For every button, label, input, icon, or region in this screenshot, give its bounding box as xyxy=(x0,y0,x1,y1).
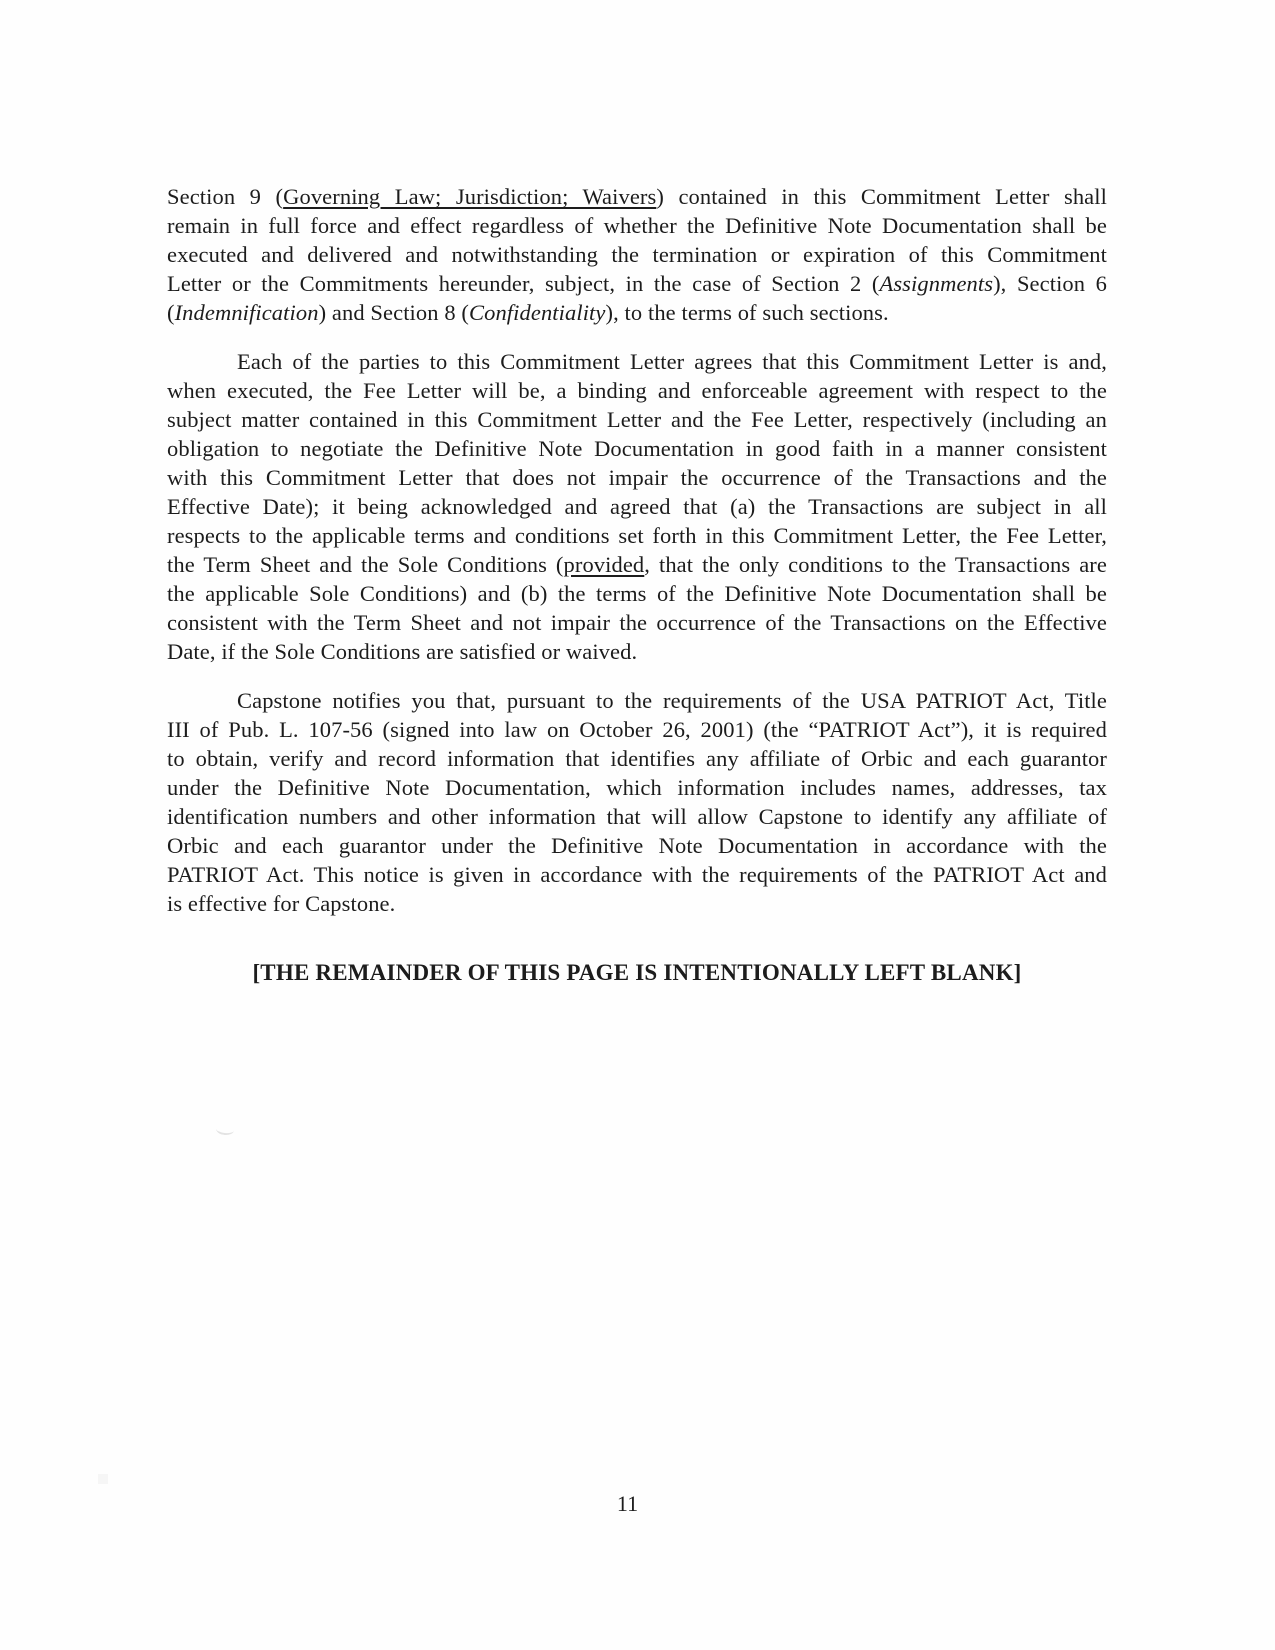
text-line xyxy=(167,579,1107,608)
text-line xyxy=(167,889,1107,918)
text-line xyxy=(167,347,1107,376)
text-line xyxy=(167,802,1107,831)
text-line xyxy=(167,831,1107,860)
text-run: under the Definitive Note Documentation, which information includes names, addresses, tax xyxy=(167,775,1107,800)
paragraph xyxy=(167,182,1107,327)
text-run: the Term Sheet and the Sole Conditions ( xyxy=(167,552,564,577)
paragraph xyxy=(167,347,1107,666)
paragraph xyxy=(167,686,1107,918)
text-run: Date, if the Sole Conditions are satisfied or waived. xyxy=(167,639,638,664)
italic-text: Indemnification xyxy=(174,300,319,325)
text-run: PATRIOT Act. This notice is given in accordance with the requirements of the PATRIOT Act and xyxy=(167,862,1107,887)
text-line xyxy=(167,405,1107,434)
text-line xyxy=(167,521,1107,550)
text-line xyxy=(167,240,1107,269)
text-run: executed and delivered and notwithstanding the termination or expiration of this Commitment xyxy=(167,242,1107,267)
text-run: ), to the terms of such sections. xyxy=(605,300,889,325)
text-run: Effective Date); it being acknowledged and agreed that (a) the Transactions are subject in all xyxy=(167,494,1107,519)
text-line xyxy=(167,376,1107,405)
text-run: remain in full force and effect regardless of whether the Definitive Note Documentation shall be xyxy=(167,213,1107,238)
text-line xyxy=(167,211,1107,240)
text-run: to obtain, verify and record information that identifies any affiliate of Orbic and each guarantor xyxy=(167,746,1107,771)
intentionally-blank-notice: [THE REMAINDER OF THIS PAGE IS INTENTIONALLY LEFT BLANK] xyxy=(252,960,1022,985)
text-line xyxy=(167,298,1107,327)
text-run: Capstone notifies you that, pursuant to the requirements of the USA PATRIOT Act, Title xyxy=(237,688,1107,713)
text-line xyxy=(167,715,1107,744)
text-run: , that the only conditions to the Transactions are xyxy=(644,552,1107,577)
text-run: ( xyxy=(167,300,175,325)
text-line xyxy=(167,773,1107,802)
text-run: Section 9 ( xyxy=(167,184,284,209)
text-line xyxy=(167,182,1107,211)
text-line xyxy=(167,686,1107,715)
text-run: identification numbers and other information that will allow Capstone to identify any affiliate of xyxy=(167,804,1107,829)
text-line xyxy=(167,550,1107,579)
text-run: ) contained in this Commitment Letter shall xyxy=(656,184,1107,209)
text-run: is effective for Capstone. xyxy=(167,891,396,916)
text-line xyxy=(167,637,1107,666)
text-line xyxy=(167,434,1107,463)
scan-artifact-spot xyxy=(98,1474,108,1484)
text-run: ), Section 6 xyxy=(993,271,1108,296)
text-run: respects to the applicable terms and conditions set forth in this Commitment Letter, the Fee Letter, xyxy=(167,523,1107,548)
text-run: III of Pub. L. 107-56 (signed into law on October 26, 2001) (the “PATRIOT Act”), it is required xyxy=(167,717,1107,742)
text-run: with this Commitment Letter that does not impair the occurrence of the Transactions and the xyxy=(167,465,1107,490)
text-run: Each of the parties to this Commitment Letter agrees that this Commitment Letter is and, xyxy=(237,349,1107,374)
underlined-text: provided xyxy=(563,552,645,577)
italic-text: Assignments xyxy=(879,271,994,296)
text-run: subject matter contained in this Commitment Letter and the Fee Letter, respectively (including an xyxy=(167,407,1107,432)
text-line xyxy=(167,269,1107,298)
text-run: consistent with the Term Sheet and not impair the occurrence of the Transactions on the Effective xyxy=(167,610,1107,635)
underlined-text: Governing Law; Jurisdiction; Waivers xyxy=(283,184,657,209)
text-line xyxy=(167,463,1107,492)
text-run: when executed, the Fee Letter will be, a binding and enforceable agreement with respect to the xyxy=(167,378,1107,403)
text-line xyxy=(167,744,1107,773)
text-run: the applicable Sole Conditions) and (b) the terms of the Definitive Note Documentation shall be xyxy=(167,581,1107,606)
text-line xyxy=(167,860,1107,889)
text-line xyxy=(167,492,1107,521)
italic-text: Confidentiality xyxy=(469,300,606,325)
text-run: ) and Section 8 ( xyxy=(318,300,469,325)
text-run: obligation to negotiate the Definitive Note Documentation in good faith in a manner consistent xyxy=(167,436,1107,461)
text-run: Orbic and each guarantor under the Definitive Note Documentation in accordance with the xyxy=(167,833,1107,858)
scan-artifact-squiggle xyxy=(215,1123,234,1136)
text-line xyxy=(167,608,1107,637)
text-run: Letter or the Commitments hereunder, subject, in the case of Section 2 ( xyxy=(167,271,880,296)
page-number: 11 xyxy=(616,1491,639,1516)
letter-body xyxy=(167,182,1107,987)
